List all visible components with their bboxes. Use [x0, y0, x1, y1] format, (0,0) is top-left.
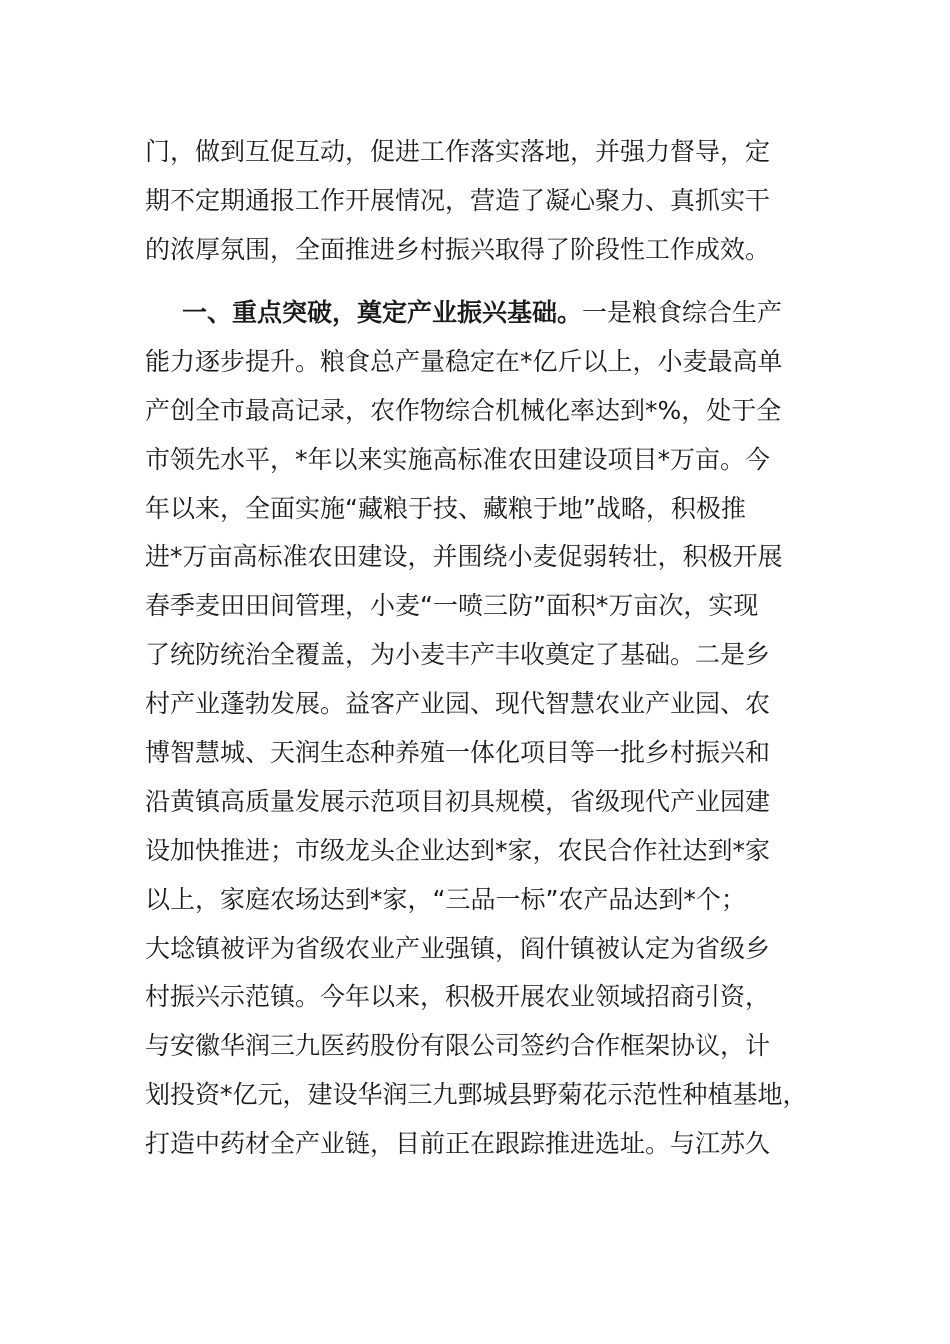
- text-line: 村振兴示范镇。今年以来，积极开展农业领域招商引资，: [145, 982, 771, 1012]
- text-line: 沿黄镇高质量发展示范项目初具规模，省级现代产业园建: [145, 786, 771, 816]
- heading-line-rest: 一是粮食综合生产: [582, 298, 783, 327]
- text-line: 市领先水平，*年以来实施高标准农田建设项目*万亩。今: [145, 444, 771, 474]
- text-line: 能力逐步提升。粮食总产量稳定在*亿斤以上，小麦最高单: [145, 346, 783, 376]
- text-line: 村产业蓬勃发展。益客产业园、现代智慧农业产业园、农: [145, 689, 771, 719]
- text-line: 期不定期通报工作开展情况，营造了凝心聚力、真抓实干: [145, 185, 771, 215]
- text-line: 以上，家庭农场达到*家，“三品一标”农产品达到*个；: [145, 884, 746, 914]
- paragraph-section-one: [145, 289, 815, 1169]
- text-line: 设加快推进；市级龙头企业达到*家，农民合作社达到*家: [145, 835, 771, 865]
- text-line: 打造中药材全产业链，目前正在跟踪推进选址。与江苏久: [145, 1129, 771, 1159]
- text-line: 产创全市最高记录，农作物综合机械化率达到*%，处于全: [145, 395, 782, 425]
- text-line: 与安徽华润三九医药股份有限公司签约合作框架协议，计: [145, 1031, 771, 1061]
- text-line: 划投资*亿元，建设华润三九鄄城县野菊花示范性种植基地，: [145, 1080, 808, 1110]
- text-line: 大埝镇被评为省级农业产业强镇，阎什镇被认定为省级乡: [145, 933, 771, 963]
- text-line-first: [145, 289, 815, 338]
- text-line: 了统防统治全覆盖，为小麦丰产丰收奠定了基础。二是乡: [145, 640, 771, 670]
- text-line: 门，做到互促互动，促进工作落实落地，并强力督导，定: [145, 137, 771, 166]
- paragraph-continuation: [145, 128, 815, 275]
- text-line: 年以来，全面实施“藏粮于技、藏粮于地”战略，积极推: [145, 493, 746, 523]
- text-line: 进*万亩高标准农田建设，并围绕小麦促弱转壮，积极开展: [145, 542, 783, 572]
- text-line: 春季麦田田间管理，小麦“一喷三防”面积*万亩次，实现: [145, 591, 759, 621]
- text-line: 博智慧城、天润生态种养殖一体化项目等一批乡村振兴和: [145, 738, 771, 768]
- text-line: 的浓厚氛围，全面推进乡村振兴取得了阶段性工作成效。: [145, 234, 771, 264]
- section-heading: 一、重点突破，奠定产业振兴基础。: [182, 298, 583, 327]
